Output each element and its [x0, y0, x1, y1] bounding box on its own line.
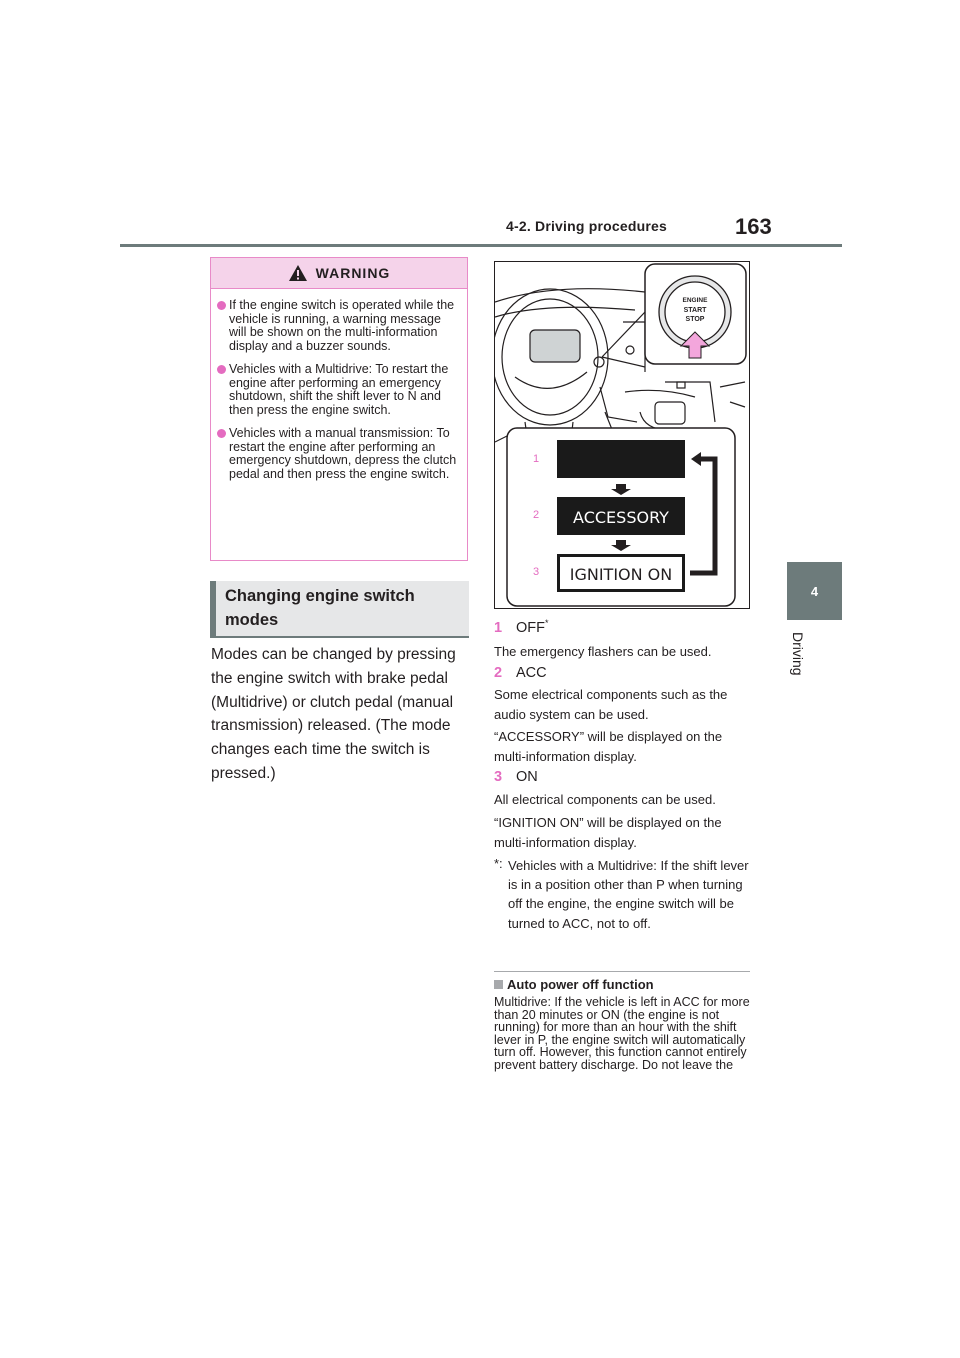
bullet-icon — [217, 301, 226, 310]
display-ignition-on: IGNITION ON — [569, 565, 673, 584]
warning-list — [211, 299, 467, 481]
mode-on-desc: All electrical components can be used. — [494, 792, 716, 807]
warning-item: Vehicles with a manual transmission: To restart the engine after performing an emergency shutdown, depress the clutch pedal and then press the engine switch. — [217, 427, 461, 481]
mode-on-desc-2: “IGNITION ON” will be displayed on the multi-information display. — [494, 815, 722, 850]
marker-1: 1 — [533, 453, 540, 465]
marker-3: 3 — [533, 566, 540, 578]
dashboard-drawing — [495, 262, 748, 607]
button-label-stop: STOP — [685, 316, 705, 323]
info-rule — [494, 971, 750, 972]
display-accessory: ACCESSORY — [573, 508, 669, 527]
warning-box — [210, 257, 468, 561]
page-number: 163 — [735, 214, 772, 239]
mode-off: 1 OFF* — [494, 618, 549, 636]
header-rule — [120, 244, 842, 247]
chapter-tab — [787, 562, 842, 620]
section-heading: Changing engine switch modes — [210, 581, 469, 636]
mode-acc-desc: Some electrical components such as the audio system can be used. — [494, 687, 728, 722]
mode-on: 3 ON — [494, 769, 538, 785]
info-title: Auto power off function — [494, 977, 654, 992]
button-label-engine: ENGINE — [682, 297, 708, 304]
mode-acc-desc-2: “ACCESSORY” will be displayed on the multi-information display. — [494, 729, 723, 764]
info-text: Multidrive: If the vehicle is left in ACC for more than 20 minutes or ON (the engine is not running) for more than an hour with the shift lever in P, the engine switch will automatically turn off. However, this function cannot entirely prevent battery discharge. Do not leave the — [494, 995, 750, 1072]
warning-item: Vehicles with a Multidrive: To restart the engine after performing an emergency shutdown, shift the shift lever to N and then press the engine switch. — [217, 363, 461, 417]
bullet-icon — [217, 365, 226, 374]
footnote-mark: *: — [494, 856, 503, 871]
chapter-name: Driving — [790, 632, 806, 676]
section-label: 4-2. Driving procedures — [506, 218, 667, 234]
bullet-icon — [217, 429, 226, 438]
square-bullet-icon — [494, 980, 503, 989]
footnote: *: Vehicles with a Multidrive: If the shift lever is in a position other than P when turning off the engine, the engine switch will be turned to ACC, not to off. — [494, 856, 749, 931]
button-label-start: START — [683, 307, 707, 314]
warning-title: WARNING — [315, 265, 391, 281]
section-heading-rule — [210, 636, 469, 638]
chapter-number: 4 — [810, 583, 819, 599]
warning-header — [211, 258, 467, 289]
warning-item: If the engine switch is operated while the vehicle is running, a warning message will be shown on the multi-information display and a buzzer sounds. — [217, 299, 461, 353]
section-body: Modes can be changed by pressing the engine switch with brake pedal (Multidrive) or clutch pedal (manual transmission) released. (The mode changes each time the switch is pressed.) — [211, 646, 456, 782]
mode-off-desc: The emergency flashers can be used. — [494, 644, 712, 659]
engine-switch-illustration — [494, 261, 750, 609]
marker-2: 2 — [533, 509, 540, 521]
warning-triangle-icon — [288, 264, 308, 282]
mode-acc: 2 ACC — [494, 665, 547, 681]
